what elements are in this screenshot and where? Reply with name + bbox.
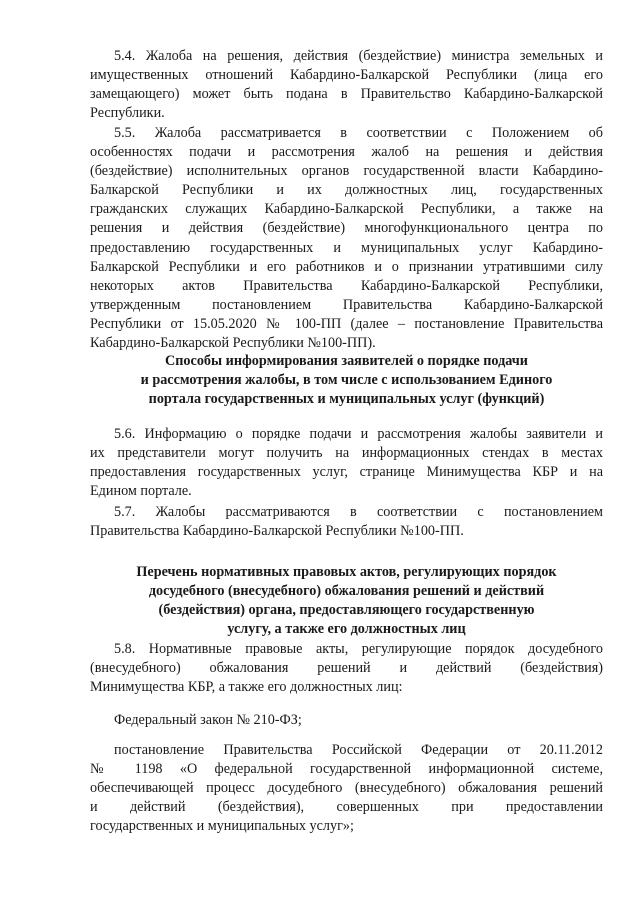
heading-line: и рассмотрения жалобы, в том числе с использованием Единого: [140, 372, 553, 389]
paragraph-decree-1198: [90, 741, 603, 836]
heading-line: Перечень нормативных правовых актов, регулирующих порядок: [136, 564, 557, 580]
paragraph-line: предоставлению государственных и муниципальных услуг Кабардино-: [90, 239, 603, 256]
section-heading-informing: [90, 352, 603, 409]
paragraph-line: 5.4. Жалоба на решения, действия (бездействие) министра земельных и: [114, 48, 603, 64]
paragraph-line: предоставления государственных услуг, странице Минимущества КБР и на: [90, 464, 603, 481]
paragraph-line: 5.6. Информацию о порядке подачи и рассмотрения жалобы заявители и: [114, 426, 603, 442]
paragraph-line: Балкарской Республики и его работников и о признании утратившими силу: [90, 258, 603, 275]
paragraph-line: обеспечивающей процесс досудебного (внесудебного) обжалования решений: [90, 780, 603, 797]
paragraph-5-8: [90, 640, 603, 697]
heading-line: досудебного (внесудебного) обжалования решений и действий: [148, 583, 545, 600]
paragraph-line: (внесудебного) обжалования решений и действий (бездействия): [90, 660, 603, 677]
paragraph-5-4: [90, 47, 603, 123]
paragraph-5-5: [90, 124, 603, 353]
paragraph-line: имущественных отношений Кабардино-Балкарской Республики (лица его: [90, 67, 603, 84]
paragraph-line: государственных и муниципальных услуг»;: [90, 818, 354, 835]
paragraph-line: Республики.: [90, 105, 165, 122]
section-heading-legal-acts: [90, 563, 603, 639]
paragraph-line: Едином портале.: [90, 483, 192, 500]
paragraph-line: постановление Правительства Российской Федерации от 20.11.2012: [114, 742, 603, 758]
paragraph-line: некоторых актов Правительства Кабардино-Балкарской Республики,: [90, 277, 603, 294]
paragraph-line: (бездействие) исполнительных органов государственной власти Кабардино-: [90, 163, 603, 180]
heading-line: Способы информирования заявителей о порядке подачи: [165, 353, 528, 369]
heading-line: (бездействия) органа, предоставляющего государственную: [158, 602, 535, 619]
paragraph-line: Минимущества КБР, а также его должностных лиц:: [90, 679, 403, 696]
paragraph-line: 5.5. Жалоба рассматривается в соответствии с Положением об: [114, 125, 603, 141]
paragraph-line: Кабардино-Балкарской Республики №100-ПП).: [90, 335, 376, 352]
paragraph-line: Балкарской Республики и их должностных лиц, государственных: [90, 182, 603, 199]
paragraph-line: 5.8. Нормативные правовые акты, регулирующие порядок досудебного: [114, 641, 603, 657]
paragraph-line: замещающего) может быть подана в Правительство Кабардино-Балкарской: [90, 86, 603, 103]
paragraph-line: 5.7. Жалобы рассматриваются в соответствии с постановлением: [114, 504, 603, 520]
paragraph-line: Республики от 15.05.2020 № 100-ПП (далее – постановление Правительства: [90, 315, 603, 332]
paragraph-line: Правительства Кабардино-Балкарской Республики №100-ПП.: [90, 523, 464, 540]
paragraph-5-6: [90, 425, 603, 501]
paragraph-line: Федеральный закон № 210-ФЗ;: [114, 712, 302, 728]
paragraph-line: особенностях подачи и рассмотрения жалоб на решения и действия: [90, 144, 603, 161]
heading-line: услугу, а также его должностных лиц: [227, 621, 466, 638]
heading-line: портала государственных и муниципальных услуг (функций): [148, 391, 545, 408]
paragraph-line: № 1198 «О федеральной государственной информационной системе,: [90, 761, 603, 778]
paragraph-line: решения и действия (бездействие) многофункционального центра по: [90, 220, 603, 237]
paragraph-line: и действий (бездействия), совершенных при предоставлении: [90, 799, 603, 816]
paragraph-law-210: [90, 711, 603, 730]
paragraph-line: их представители могут получить на информационных стендах в местах: [90, 445, 603, 462]
paragraph-5-7: [90, 503, 603, 541]
paragraph-line: гражданских служащих Кабардино-Балкарской Республики, а также на: [90, 201, 603, 218]
paragraph-line: утвержденным постановлением Правительства Кабардино-Балкарской: [90, 296, 603, 313]
